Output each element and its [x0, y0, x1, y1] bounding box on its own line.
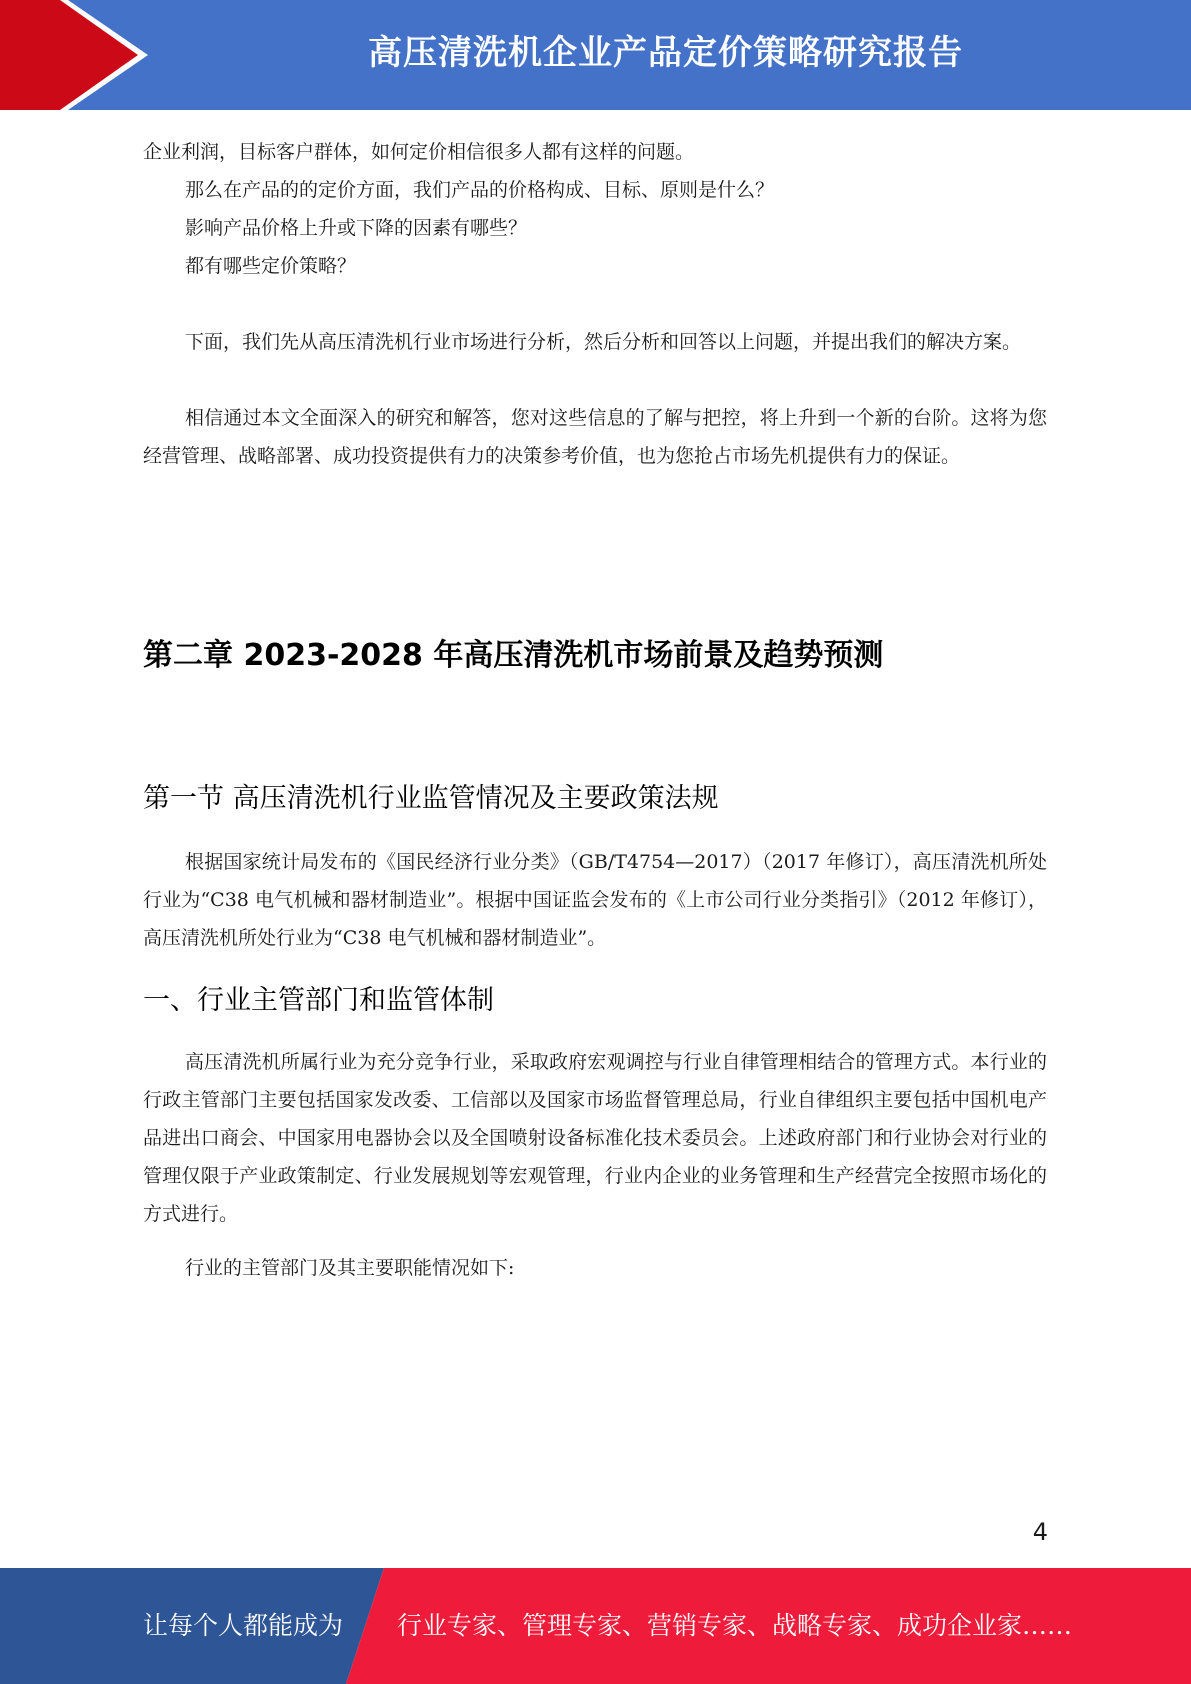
page-footer — [0, 1568, 1191, 1684]
footer-slogan-left: 让每个人都能成为 — [143, 1611, 344, 1640]
subsection-title: 一、行业主管部门和监管体制 — [143, 985, 494, 1016]
intro-paragraph-4: 都有哪些定价策略？ — [185, 255, 357, 277]
header-arrow-icon — [0, 0, 160, 110]
intro-paragraph-2: 那么在产品的的定价方面，我们产品的价格构成、目标、原则是什么？ — [185, 179, 775, 201]
subsection-body — [143, 1043, 1047, 1287]
footer-slogan-right: 行业专家、管理专家、营销专家、战略专家、成功企业家…… — [397, 1611, 1073, 1640]
section-paragraph-1: 根据国家统计局发布的《国民经济行业分类》（GB/T4754—2017）（2017 年修订），高压清洗机所处行业为“C38 电气机械和器材制造业”。根据中国证监会发布的《上市公司行业分类指引》（2012 年修订），高压清洗机所处行业为“C38 电气机械和器材制造业”。 — [143, 851, 1047, 949]
intro-paragraph-1: 企业利润，目标客户群体，如何定价相信很多人都有这样的问题。 — [143, 141, 695, 163]
intro-block — [143, 133, 1047, 475]
subsection-paragraph-2: 行业的主管部门及其主要职能情况如下: — [185, 1257, 515, 1279]
intro-paragraph-3: 影响产品价格上升或下降的因素有哪些？ — [185, 217, 528, 239]
intro-paragraph-6: 相信通过本文全面深入的研究和解答，您对这些信息的了解与把控，将上升到一个新的台阶。这将为您经营管理、战略部署、成功投资提供有力的决策参考价值，也为您抢占市场先机提供有力的保证。 — [143, 407, 1047, 467]
section-title: 第一节 高压清洗机行业监管情况及主要政策法规 — [143, 783, 719, 814]
chapter-title: 第二章 2023-2028 年高压清洗机市场前景及趋势预测 — [143, 638, 884, 673]
section-body — [143, 843, 1047, 957]
page-header — [0, 0, 1191, 110]
intro-paragraph-5: 下面，我们先从高压清洗机行业市场进行分析，然后分析和回答以上问题，并提出我们的解决方案。 — [185, 331, 1022, 353]
subsection-paragraph-1: 高压清洗机所属行业为充分竞争行业，采取政府宏观调控与行业自律管理相结合的管理方式。本行业的行政主管部门主要包括国家发改委、工信部以及国家市场监督管理总局，行业自律组织主要包括中国机电产品进出口商会、中国家用电器协会以及全国喷射设备标准化技术委员会。上述政府部门和行业协会对行业的管理仅限于产业政策制定、行业发展规划等宏观管理，行业内企业的业务管理和生产经营完全按照市场化的方式进行。 — [143, 1051, 1047, 1225]
page-number: 4 — [1032, 1518, 1048, 1546]
report-title: 高压清洗机企业产品定价策略研究报告 — [368, 33, 963, 73]
